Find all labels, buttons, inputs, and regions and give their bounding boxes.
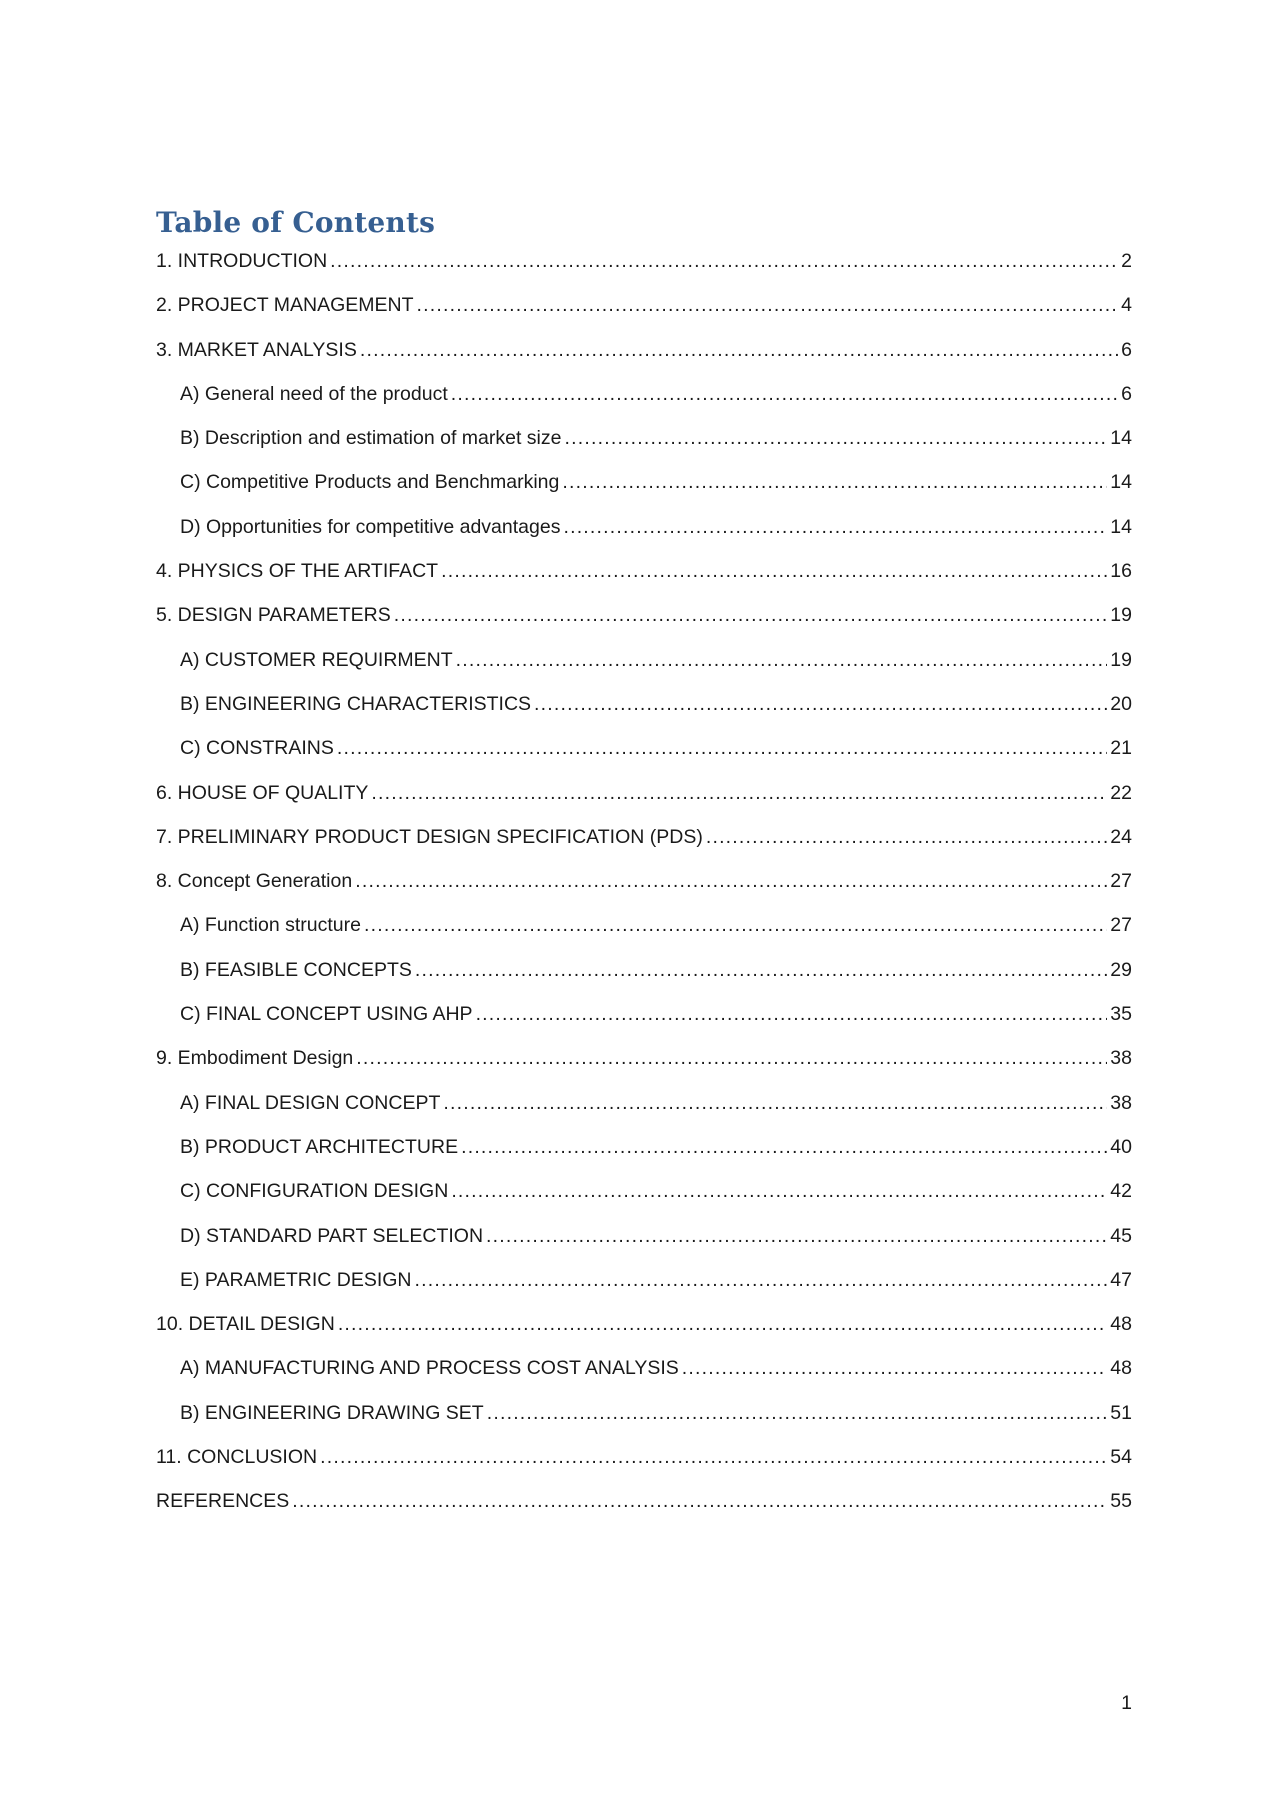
toc-entry[interactable]: [156, 910, 1132, 954]
toc-dot-leader: [443, 1088, 1107, 1118]
toc-entry-page: 55: [1110, 1490, 1132, 1513]
toc-dot-leader: [441, 556, 1107, 586]
toc-entry[interactable]: [156, 467, 1132, 511]
toc-dot-leader: [320, 1442, 1107, 1472]
toc-entry[interactable]: [156, 1221, 1132, 1265]
toc-entry-label: 2. PROJECT MANAGEMENT: [156, 294, 414, 317]
toc-entry[interactable]: [156, 1486, 1132, 1530]
toc-entry-label: A) Function structure: [180, 914, 361, 937]
toc-entry-page: 27: [1110, 914, 1132, 937]
toc-entry[interactable]: [156, 1398, 1132, 1442]
toc-list: [156, 246, 1132, 1531]
toc-entry-label: 9. Embodiment Design: [156, 1047, 354, 1070]
toc-entry-label: C) FINAL CONCEPT USING AHP: [180, 1003, 473, 1026]
toc-dot-leader: [451, 379, 1118, 409]
toc-entry-label: 7. PRELIMINARY PRODUCT DESIGN SPECIFICATION (PDS): [156, 825, 703, 848]
toc-entry-label: A) FINAL DESIGN CONCEPT: [180, 1091, 441, 1114]
toc-entry[interactable]: [156, 866, 1132, 910]
toc-entry-page: 38: [1110, 1047, 1132, 1070]
toc-dot-leader: [451, 1176, 1107, 1206]
toc-entry-page: 6: [1121, 338, 1132, 361]
toc-entry-page: 38: [1110, 1091, 1132, 1114]
toc-entry-page: 29: [1110, 958, 1132, 981]
toc-entry[interactable]: [156, 778, 1132, 822]
toc-dot-leader: [292, 1486, 1107, 1516]
toc-entry-page: 14: [1110, 471, 1132, 494]
toc-entry[interactable]: [156, 822, 1132, 866]
toc-entry-label: 4. PHYSICS OF THE ARTIFACT: [156, 560, 439, 583]
toc-entry[interactable]: [156, 645, 1132, 689]
toc-entry-label: B) ENGINEERING CHARACTERISTICS: [180, 692, 532, 715]
toc-dot-leader: [534, 689, 1107, 719]
toc-entry-page: 45: [1110, 1224, 1132, 1247]
toc-dot-leader: [355, 866, 1107, 896]
toc-entry-label: A) CUSTOMER REQUIRMENT: [180, 648, 453, 671]
toc-dot-leader: [356, 1043, 1107, 1073]
toc-entry-page: 27: [1110, 870, 1132, 893]
toc-dot-leader: [487, 1398, 1108, 1428]
toc-entry-label: A) General need of the product: [180, 382, 448, 405]
toc-entry-page: 4: [1121, 294, 1132, 317]
toc-entry-label: B) Description and estimation of market size: [180, 427, 562, 450]
toc-entry-page: 20: [1110, 692, 1132, 715]
toc-entry-page: 47: [1110, 1268, 1132, 1291]
toc-entry-label: D) STANDARD PART SELECTION: [180, 1224, 484, 1247]
toc-entry-label: A) MANUFACTURING AND PROCESS COST ANALYSIS: [180, 1357, 679, 1380]
toc-entry[interactable]: [156, 1176, 1132, 1220]
toc-entry-label: E) PARAMETRIC DESIGN: [180, 1268, 412, 1291]
toc-entry-page: 48: [1110, 1357, 1132, 1380]
toc-dot-leader: [456, 645, 1108, 675]
toc-entry[interactable]: [156, 423, 1132, 467]
toc-entry-label: B) ENGINEERING DRAWING SET: [180, 1401, 484, 1424]
toc-entry-label: C) CONSTRAINS: [180, 737, 334, 760]
toc-entry-label: 3. MARKET ANALYSIS: [156, 338, 357, 361]
toc-entry-label: 10. DETAIL DESIGN: [156, 1313, 335, 1336]
toc-entry-label: D) Opportunities for competitive advantages: [180, 515, 561, 538]
toc-entry[interactable]: [156, 246, 1132, 290]
toc-dot-leader: [338, 1309, 1107, 1339]
toc-entry-label: 5. DESIGN PARAMETERS: [156, 604, 391, 627]
toc-entry-page: 21: [1110, 737, 1132, 760]
toc-entry-label: 1. INTRODUCTION: [156, 250, 328, 272]
toc-entry-page: 35: [1110, 1003, 1132, 1026]
toc-entry-page: 24: [1110, 825, 1132, 848]
toc-entry-page: 16: [1110, 560, 1132, 583]
toc-dot-leader: [394, 600, 1108, 630]
toc-entry-page: 54: [1110, 1446, 1132, 1469]
toc-entry-page: 2: [1121, 250, 1132, 272]
toc-dot-leader: [565, 423, 1108, 453]
toc-entry-page: 40: [1110, 1135, 1132, 1158]
toc-entry-label: C) CONFIGURATION DESIGN: [180, 1180, 449, 1203]
toc-dot-leader: [415, 955, 1107, 985]
toc-entry-label: REFERENCES: [156, 1490, 290, 1513]
toc-entry-page: 51: [1110, 1401, 1132, 1424]
toc-dot-leader: [486, 1221, 1107, 1251]
toc-entry[interactable]: [156, 1043, 1132, 1087]
toc-dot-leader: [417, 290, 1119, 320]
toc-entry-label: C) Competitive Products and Benchmarking: [180, 471, 560, 494]
toc-heading: Table of Contents: [156, 206, 436, 239]
toc-entry-page: 6: [1121, 382, 1132, 405]
toc-dot-leader: [364, 910, 1107, 940]
toc-dot-leader: [706, 822, 1107, 852]
toc-entry[interactable]: [156, 1309, 1132, 1353]
toc-dot-leader: [360, 335, 1118, 365]
toc-dot-leader: [562, 467, 1107, 497]
toc-entry[interactable]: [156, 1088, 1132, 1132]
toc-entry[interactable]: [156, 1132, 1132, 1176]
toc-entry[interactable]: [156, 999, 1132, 1043]
toc-dot-leader: [330, 246, 1118, 276]
toc-dot-leader: [476, 999, 1108, 1029]
toc-dot-leader: [337, 733, 1107, 763]
toc-dot-leader: [563, 512, 1107, 542]
toc-entry[interactable]: [156, 335, 1132, 379]
toc-entry[interactable]: [156, 955, 1132, 999]
toc-entry-label: B) PRODUCT ARCHITECTURE: [180, 1135, 459, 1158]
toc-entry-page: 42: [1110, 1180, 1132, 1203]
toc-entry[interactable]: [156, 1353, 1132, 1397]
toc-entry[interactable]: [156, 1442, 1132, 1486]
toc-entry-page: 19: [1110, 648, 1132, 671]
toc-entry[interactable]: [156, 600, 1132, 644]
toc-entry-label: 11. CONCLUSION: [156, 1446, 318, 1469]
toc-entry-page: 14: [1110, 515, 1132, 538]
toc-entry-page: 48: [1110, 1313, 1132, 1336]
toc-entry-label: B) FEASIBLE CONCEPTS: [180, 958, 412, 981]
toc-entry[interactable]: [156, 689, 1132, 733]
toc-dot-leader: [371, 778, 1107, 808]
toc-entry[interactable]: [156, 379, 1132, 423]
toc-entry-page: 19: [1110, 604, 1132, 627]
toc-entry[interactable]: [156, 1265, 1132, 1309]
toc-entry-label: 8. Concept Generation: [156, 870, 353, 893]
toc-entry[interactable]: [156, 290, 1132, 334]
toc-entry-page: 14: [1110, 427, 1132, 450]
toc-entry[interactable]: [156, 733, 1132, 777]
toc-entry-page: 22: [1110, 781, 1132, 804]
toc-entry-label: 6. HOUSE OF QUALITY: [156, 781, 369, 804]
toc-dot-leader: [415, 1265, 1108, 1295]
toc-dot-leader: [682, 1353, 1108, 1383]
toc-entry[interactable]: [156, 556, 1132, 600]
page-number: 1: [1121, 1692, 1132, 1714]
toc-entry[interactable]: [156, 512, 1132, 556]
toc-dot-leader: [461, 1132, 1107, 1162]
